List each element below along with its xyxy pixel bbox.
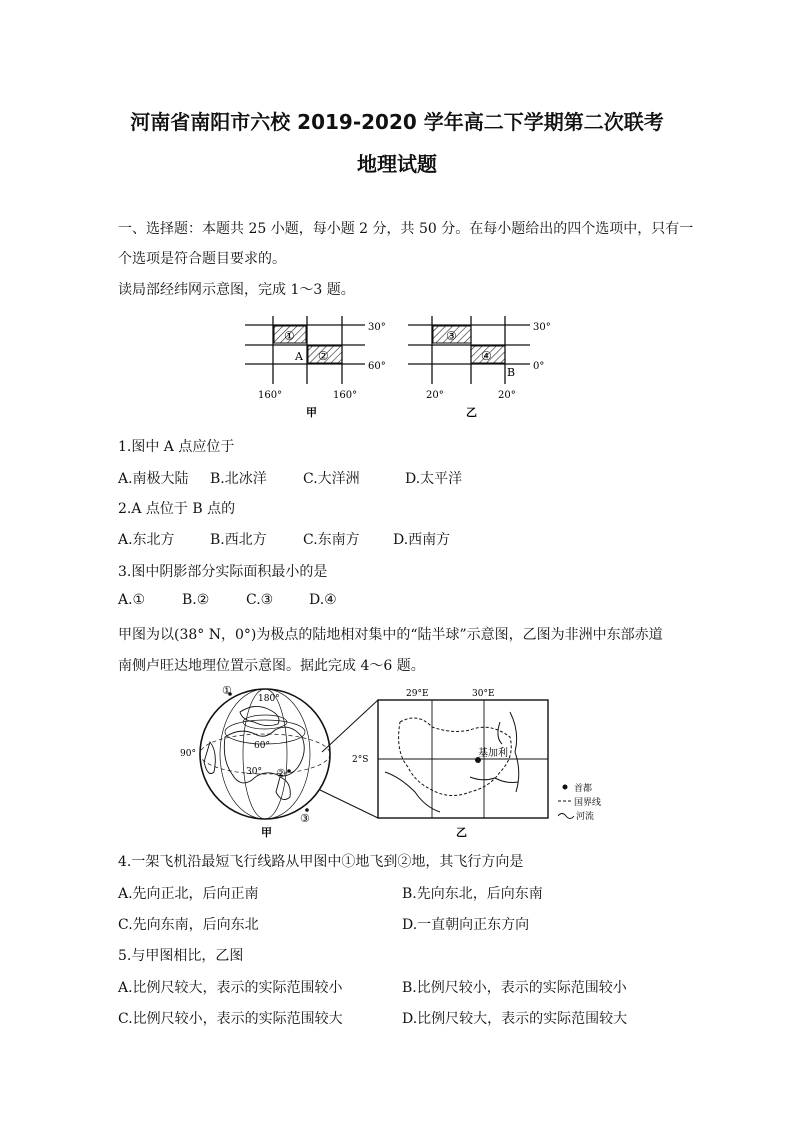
lat-30-label: 30° xyxy=(368,322,386,333)
q4-option-d[interactable]: D.一直朝向正东方向 xyxy=(402,917,530,933)
region-2-label: ② xyxy=(318,349,329,363)
question-intro-1-3: 读局部经纬网示意图，完成 1～3 题。 xyxy=(118,282,355,298)
q3-option-d[interactable]: D.④ xyxy=(309,592,337,608)
diagram-jia xyxy=(245,316,386,419)
lon-20-left-label: 20° xyxy=(426,390,444,401)
globe-mark-3: ③ xyxy=(300,812,310,825)
globe-map xyxy=(180,684,330,839)
section-instructions-line1: 一、选择题：本题共 25 小题，每小题 2 分，共 50 分。在每小题给出的四个选项中，只有一 xyxy=(118,221,694,237)
question-3-stem: 3.图中阴影部分实际面积最小的是 xyxy=(118,564,328,580)
q1-option-a[interactable]: A.南极大陆 xyxy=(118,471,189,487)
q4-option-c[interactable]: C.先向东南，后向东北 xyxy=(118,917,259,933)
region-3-label: ③ xyxy=(446,329,457,343)
question-2-stem: 2.A 点位于 B 点的 xyxy=(118,501,236,517)
globe-lat-60-label: 60° xyxy=(254,741,270,751)
q1-option-d[interactable]: D.太平洋 xyxy=(405,471,463,487)
lon-29e-label: 29°E xyxy=(406,689,429,699)
map-legend xyxy=(558,782,601,822)
q3-option-a[interactable]: A.① xyxy=(118,592,146,608)
lon-20-right-label: 20° xyxy=(498,390,516,401)
lon-160-right-label: 160° xyxy=(333,390,358,401)
q4-option-a[interactable]: A.先向正北，后向正南 xyxy=(118,886,259,902)
question-1-stem: 1.图中 A 点应位于 xyxy=(118,439,235,455)
q5-option-b[interactable]: B.比例尺较小，表示的实际范围较小 xyxy=(402,980,627,996)
lon-30e-label: 30°E xyxy=(472,689,495,699)
page-title: 河南省南阳市六校 2019-2020 学年高二下学期第二次联考 xyxy=(130,110,664,134)
globe-rwanda-figure xyxy=(170,682,620,842)
capital-label: 基加利 xyxy=(478,748,508,759)
river-legend-icon xyxy=(558,814,574,819)
region-1-label: ① xyxy=(284,329,295,343)
q5-option-a[interactable]: A.比例尺较大，表示的实际范围较小 xyxy=(118,980,343,996)
q1-option-b[interactable]: B.北冰洋 xyxy=(210,471,267,487)
graticule-figure xyxy=(240,312,570,422)
region-4-label: ④ xyxy=(481,349,492,363)
caption-yi: 乙 xyxy=(466,406,477,419)
caption-globe-jia: 甲 xyxy=(261,826,272,839)
q5-option-d[interactable]: D.比例尺较大，表示的实际范围较大 xyxy=(402,1011,628,1027)
q4-option-b[interactable]: B.先向东北，后向东南 xyxy=(402,886,543,902)
rwanda-map xyxy=(352,689,548,839)
point-b-label: B xyxy=(507,366,516,379)
globe-lat-30-label: 30° xyxy=(246,767,262,777)
q3-option-c[interactable]: C.③ xyxy=(246,592,274,608)
globe-lon-90-label: 90° xyxy=(180,749,196,759)
capital-legend-icon xyxy=(563,785,568,790)
question-4-stem: 4.一架飞机沿最短飞行线路从甲图中①地飞到②地，其飞行方向是 xyxy=(118,854,524,870)
q2-option-c[interactable]: C.东南方 xyxy=(303,532,360,548)
diagram-yi xyxy=(408,316,551,419)
legend-border: 国界线 xyxy=(574,798,602,808)
q2-option-b[interactable]: B.西北方 xyxy=(210,532,267,548)
q3-option-b[interactable]: B.② xyxy=(182,592,210,608)
question-intro-4-6-line2: 南侧卢旺达地理位置示意图。据此完成 4～6 题。 xyxy=(118,658,425,674)
point-a-label: A xyxy=(295,350,303,363)
q5-option-c[interactable]: C.比例尺较小，表示的实际范围较大 xyxy=(118,1011,343,1027)
lat-2s-label: 2°S xyxy=(352,755,369,765)
caption-rwanda-yi: 乙 xyxy=(456,826,467,839)
page-subtitle: 地理试题 xyxy=(357,152,437,176)
q2-option-a[interactable]: A.东北方 xyxy=(118,532,175,548)
question-5-stem: 5.与甲图相比，乙图 xyxy=(118,948,244,964)
q2-option-d[interactable]: D.西南方 xyxy=(393,532,451,548)
lat-30-label-yi: 30° xyxy=(533,322,551,333)
caption-jia: 甲 xyxy=(306,406,317,419)
lat-60-label: 60° xyxy=(368,361,386,372)
section-instructions-line2: 个选项是符合题目要求的。 xyxy=(118,251,286,267)
legend-capital: 首都 xyxy=(574,784,593,794)
q1-option-c[interactable]: C.大洋洲 xyxy=(303,471,360,487)
globe-mark-1: ① xyxy=(222,684,232,697)
globe-mark-2: ② xyxy=(276,767,286,780)
question-intro-4-6-line1: 甲图为以(38° N，0°)为极点的陆地相对集中的“陆半球”示意图，乙图为非洲中东部赤道 xyxy=(118,627,663,643)
lat-0-label: 0° xyxy=(533,361,545,372)
legend-river: 河流 xyxy=(576,812,595,822)
lon-160-left-label: 160° xyxy=(258,390,283,401)
globe-lon-180-label: 180° xyxy=(258,694,280,704)
